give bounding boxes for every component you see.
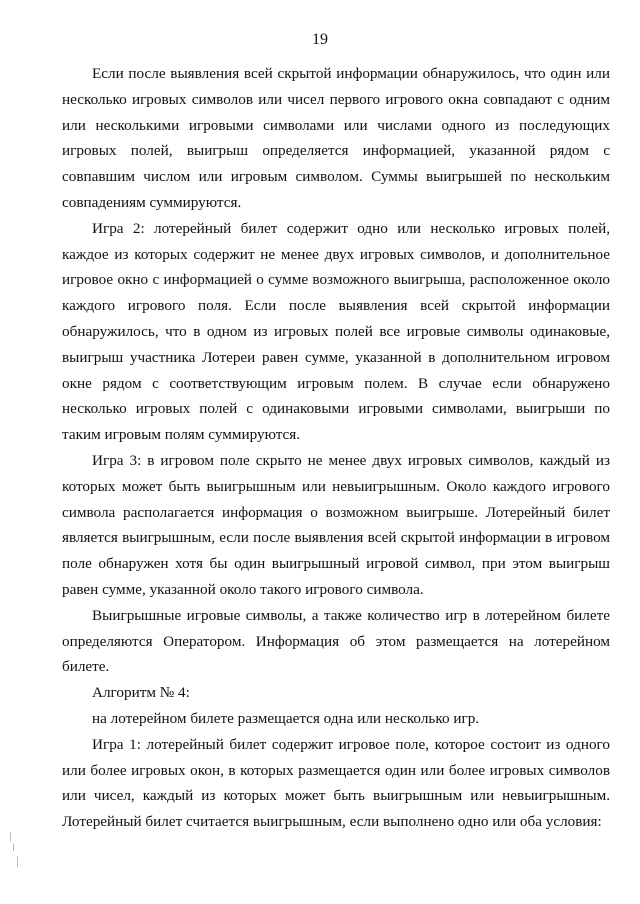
paragraph-algorithm-heading: Алгоритм № 4: xyxy=(92,684,190,702)
document-body xyxy=(62,61,610,835)
page-number: 19 xyxy=(312,31,328,48)
paragraph-game-3: Игра 3: в игровом поле скрыто не менее двух игровых символов, каждый из которых может быть выигрышным или невыигрышным. Около каждого игрового символа располагается информация о возможном выигрыше. Лотерейный билет является выигрышным, если после выявления всей скрытой информации в игровом поле обнаружен хотя бы один выигрышный игровой символ, при этом выигрыш равен сумме, указанной около такого игрового символа. xyxy=(62,451,610,598)
paragraph-matching-rules: Если после выявления всей скрытой информации обнаружилось, что один или несколько игровых символов или чисел первого игрового окна совпадают с одним или несколькими игровыми символами или числами одного из последующих игровых полей, выигрыш определяется информацией, указанной рядом с совпавшим числом или игровым символом. Суммы выигрышей по нескольким совпадениям суммируются. xyxy=(62,65,610,211)
paragraph-winning-symbols: Выигрышные игровые символы, а также количество игр в лотерейном билете определяются Оператором. Информация об этом размещается на лотерейном билете. xyxy=(62,606,610,676)
paragraph-game-1: Игра 1: лотерейный билет содержит игровое поле, которое состоит из одного или более игровых окон, в которых размещается один или более игровых символов или чисел, каждый из которых может быть выигрышным или невыигрышным. Лотерейный билет считается выигрышным, если выполнено одно или оба условия: xyxy=(62,735,610,831)
scan-artifact xyxy=(8,832,22,872)
paragraph-game-2: Игра 2: лотерейный билет содержит одно или несколько игровых полей, каждое из которых содержит не менее двух игровых символов, и дополнительное игровое окно с информацией о сумме возможного выигрыша, расположенное около каждого игрового поля. Если после выявления всей скрытой информации обнаружилось, что в одном из игровых полей все игровые символы одинаковые, выигрыш участника Лотереи равен сумме, указанной в дополнительном игровом окне рядом с соответствующим игровым полем. В случае если обнаружено несколько игровых полей с одинаковыми игровыми символами, выигрыши по таким игровым полям суммируются. xyxy=(62,219,610,444)
paragraph-algorithm-intro: на лотерейном билете размещается одна или несколько игр. xyxy=(92,709,480,727)
